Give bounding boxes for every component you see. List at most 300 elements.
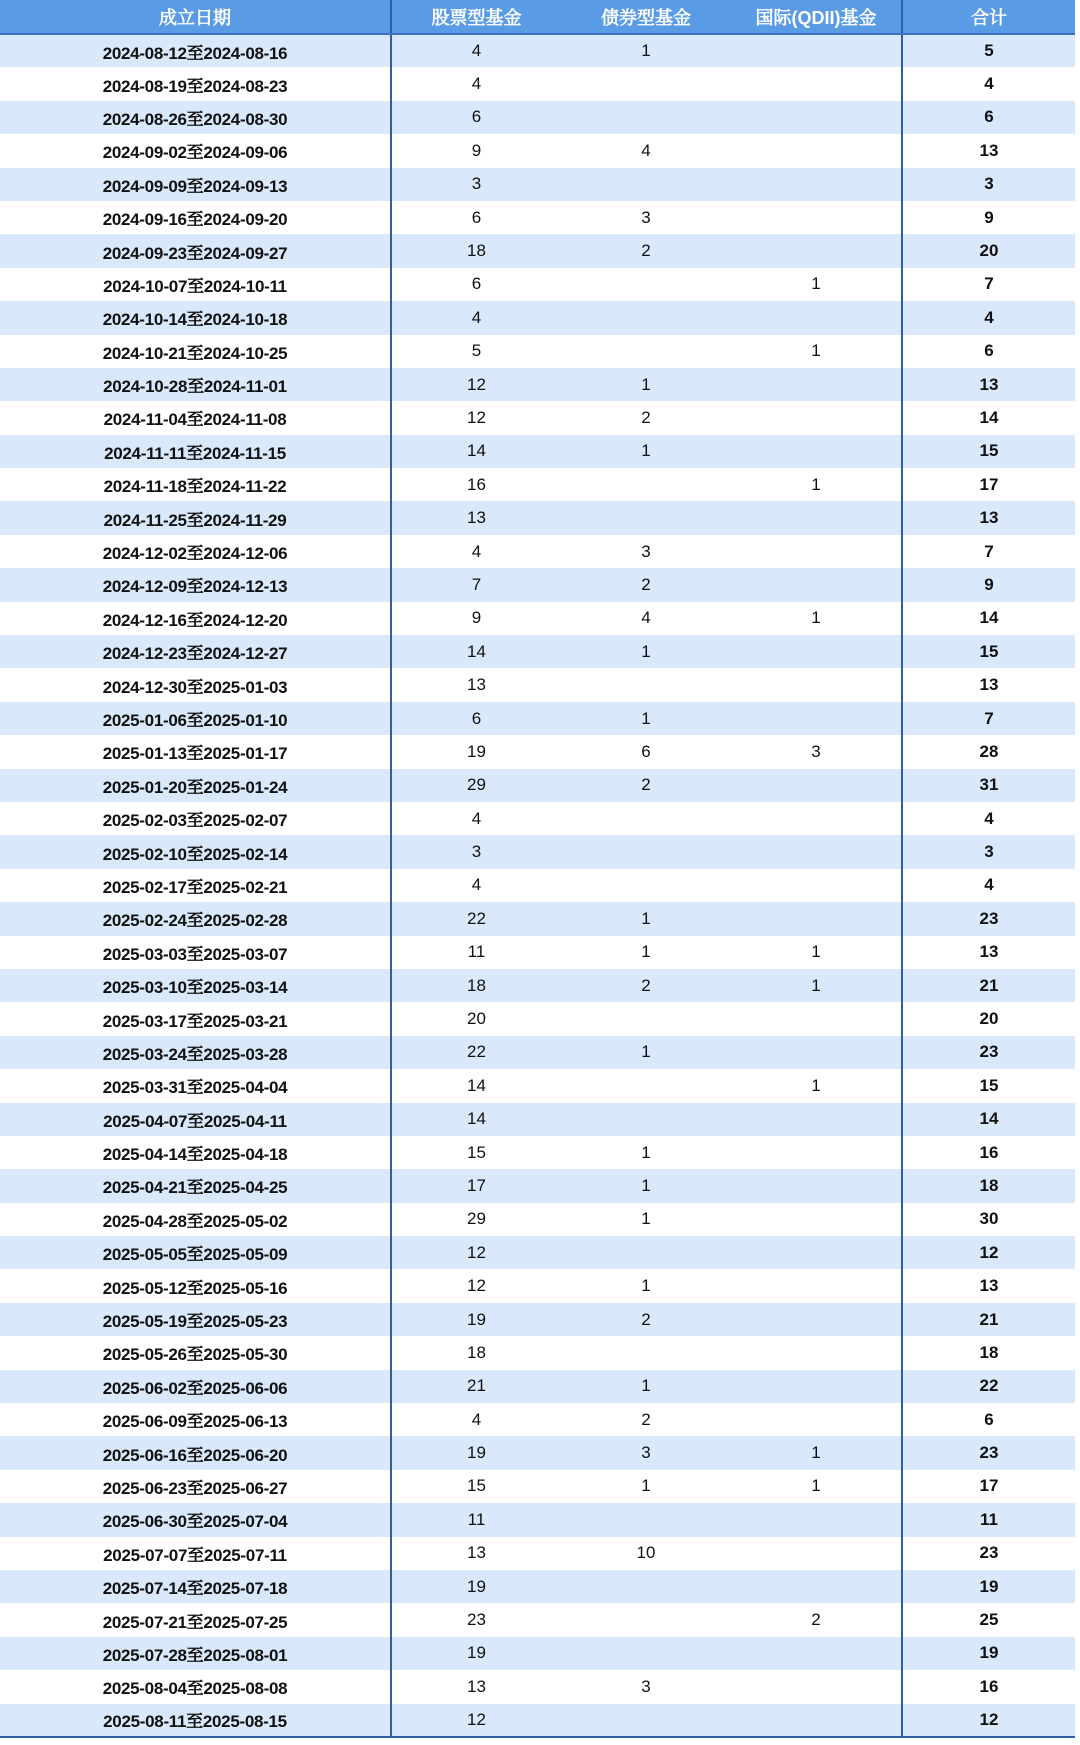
header-qdii: 国际(QDII)基金 [731,0,902,34]
cell-date: 2025-05-19至2025-05-23 [102,1312,288,1332]
cell-qdii [731,1704,902,1737]
cell-bond [561,1637,731,1670]
cell-stock: 22 [391,1036,561,1069]
cell-bond: 1 [641,708,651,728]
cell-bond [561,1704,731,1737]
cell-stock: 4 [391,301,561,334]
cell-qdii [731,34,902,67]
cell-qdii [731,1670,902,1703]
cell-total: 3 [902,835,1075,868]
cell-date: 2025-06-02至2025-06-06 [102,1378,288,1398]
cell-stock: 3 [391,835,561,868]
cell-qdii [731,1370,902,1403]
cell-total: 16 [902,1136,1075,1169]
cell-stock: 15 [391,1136,561,1169]
table-row [0,335,1075,368]
cell-qdii [731,1503,902,1536]
table-row [0,1503,1075,1536]
cell-total: 28 [902,735,1075,768]
cell-date: 2025-06-09至2025-06-13 [102,1412,288,1432]
cell-stock: 23 [391,1603,561,1636]
cell-total: 4 [902,869,1075,902]
cell-stock: 4 [391,34,561,67]
table-row [0,201,1075,234]
cell-total: 4 [902,301,1075,334]
cell-bond: 2 [641,574,651,594]
cell-date: 2025-08-04至2025-08-08 [102,1679,288,1699]
cell-qdii: 1 [811,1443,821,1463]
cell-total: 9 [902,201,1075,234]
cell-bond: 1 [641,1042,651,1062]
table-row [0,602,1075,635]
cell-qdii [731,802,902,835]
cell-qdii: 1 [811,341,821,361]
cell-date: 2025-06-30至2025-07-04 [102,1512,288,1532]
cell-bond: 3 [641,1676,651,1696]
cell-date: 2025-07-21至2025-07-25 [102,1612,288,1632]
cell-date: 2024-11-25至2024-11-29 [103,510,287,530]
cell-date: 2024-12-23至2024-12-27 [102,644,288,664]
cell-stock: 15 [391,1470,561,1503]
cell-total: 14 [902,602,1075,635]
cell-bond [561,468,731,501]
cell-date: 2024-09-02至2024-09-06 [102,143,288,163]
cell-bond [561,802,731,835]
cell-qdii [731,201,902,234]
cell-qdii [731,168,902,201]
table-row [0,1403,1075,1436]
cell-total: 15 [902,435,1075,468]
cell-qdii [731,401,902,434]
cell-stock: 6 [391,702,561,735]
cell-bond [561,1336,731,1369]
cell-total: 18 [902,1169,1075,1202]
cell-total: 15 [902,635,1075,668]
table-row [0,234,1075,267]
cell-total: 9 [902,568,1075,601]
cell-stock: 19 [391,1570,561,1603]
cell-total: 13 [902,501,1075,534]
cell-qdii [731,1537,902,1570]
cell-stock: 19 [391,735,561,768]
cell-date: 2025-04-21至2025-04-25 [102,1178,288,1198]
table-row [0,268,1075,301]
cell-qdii: 1 [811,608,821,628]
cell-stock: 19 [391,1436,561,1469]
cell-bond [561,101,731,134]
table-row [0,1637,1075,1670]
cell-stock: 16 [391,468,561,501]
cell-stock: 20 [391,1002,561,1035]
cell-stock: 17 [391,1169,561,1202]
cell-total: 22 [902,1370,1075,1403]
cell-bond [561,668,731,701]
cell-stock: 13 [391,1670,561,1703]
cell-date: 2025-03-10至2025-03-14 [102,978,288,998]
cell-bond [561,335,731,368]
cell-total: 14 [902,1103,1075,1136]
table-row [0,936,1075,969]
cell-bond: 3 [641,1443,651,1463]
cell-qdii: 1 [811,975,821,995]
cell-total: 23 [902,1436,1075,1469]
cell-date: 2025-07-07至2025-07-11 [103,1545,287,1565]
table-row [0,1036,1075,1069]
table-row [0,1603,1075,1636]
cell-date: 2024-10-14至2024-10-18 [102,310,288,330]
cell-stock: 11 [391,936,561,969]
cell-qdii [731,835,902,868]
cell-date: 2025-05-26至2025-05-30 [102,1345,288,1365]
cell-qdii [731,134,902,167]
table-row [0,969,1075,1002]
cell-total: 14 [902,401,1075,434]
cell-total: 20 [902,234,1075,267]
cell-stock: 12 [391,1269,561,1302]
cell-stock: 4 [391,535,561,568]
cell-total: 18 [902,1336,1075,1369]
cell-total: 4 [902,802,1075,835]
cell-qdii [731,1203,902,1236]
cell-total: 4 [902,67,1075,100]
header-bond: 债券型基金 [561,0,731,34]
cell-stock: 14 [391,435,561,468]
cell-stock: 14 [391,1103,561,1136]
table-row [0,902,1075,935]
header-stock: 股票型基金 [391,0,561,34]
cell-bond: 2 [641,775,651,795]
cell-date: 2025-01-13至2025-01-17 [102,744,288,764]
cell-total: 23 [902,1537,1075,1570]
table-row [0,1203,1075,1236]
table-row [0,702,1075,735]
table-row [0,401,1075,434]
cell-date: 2024-12-30至2025-01-03 [102,677,288,697]
cell-total: 23 [902,902,1075,935]
table-row [0,535,1075,568]
table-row [0,1169,1075,1202]
cell-stock: 13 [391,501,561,534]
cell-bond: 1 [641,441,651,461]
cell-bond: 1 [641,41,651,61]
table-row [0,1370,1075,1403]
cell-bond: 3 [641,207,651,227]
cell-date: 2024-12-02至2024-12-06 [102,544,288,564]
cell-qdii: 1 [811,1476,821,1496]
table-row [0,101,1075,134]
cell-date: 2025-04-28至2025-05-02 [102,1211,288,1231]
cell-qdii [731,1637,902,1670]
cell-qdii [731,435,902,468]
cell-date: 2025-07-28至2025-08-01 [102,1645,288,1665]
cell-stock: 5 [391,335,561,368]
cell-date: 2025-04-07至2025-04-11 [103,1111,287,1131]
cell-bond: 1 [641,1175,651,1195]
cell-bond: 1 [641,942,651,962]
cell-date: 2024-10-21至2024-10-25 [102,343,288,363]
cell-bond [561,1103,731,1136]
cell-bond [561,835,731,868]
cell-qdii: 2 [811,1610,821,1630]
cell-total: 21 [902,1303,1075,1336]
cell-bond [561,301,731,334]
cell-date: 2025-03-03至2025-03-07 [102,944,288,964]
cell-qdii [731,635,902,668]
cell-bond [561,67,731,100]
cell-qdii: 1 [811,1075,821,1095]
table-row [0,1269,1075,1302]
cell-bond [561,1570,731,1603]
table-row [0,802,1075,835]
cell-stock: 18 [391,969,561,1002]
cell-total: 7 [902,535,1075,568]
cell-bond [561,1069,731,1102]
cell-bond: 1 [641,1376,651,1396]
cell-total: 20 [902,1002,1075,1035]
cell-date: 2024-12-09至2024-12-13 [102,577,288,597]
cell-stock: 13 [391,1537,561,1570]
cell-date: 2025-01-06至2025-01-10 [102,711,288,730]
cell-qdii [731,368,902,401]
cell-qdii [731,1103,902,1136]
cell-stock: 19 [391,1637,561,1670]
table-row [0,501,1075,534]
table-row [0,1470,1075,1503]
cell-date: 2025-03-24至2025-03-28 [102,1044,288,1064]
cell-bond: 1 [641,1209,651,1229]
table-row [0,435,1075,468]
table-row [0,301,1075,334]
cell-qdii [731,234,902,267]
cell-qdii: 1 [811,942,821,962]
header-row [0,0,1075,34]
cell-qdii [731,1169,902,1202]
cell-bond [561,501,731,534]
cell-qdii [731,869,902,902]
cell-date: 2025-04-14至2025-04-18 [102,1145,288,1165]
cell-qdii [731,1403,902,1436]
cell-qdii [731,101,902,134]
cell-total: 23 [902,1036,1075,1069]
cell-bond [561,1002,731,1035]
cell-stock: 3 [391,168,561,201]
cell-bond: 2 [641,407,651,427]
cell-qdii [731,1036,902,1069]
cell-date: 2025-05-05至2025-05-09 [102,1245,288,1265]
cell-stock: 6 [391,268,561,301]
cell-stock: 6 [391,201,561,234]
cell-bond: 10 [636,1543,656,1563]
cell-date: 2024-11-18至2024-11-22 [103,477,287,497]
table-row [0,34,1075,67]
cell-date: 2024-08-19至2024-08-23 [102,76,288,96]
cell-total: 19 [902,1570,1075,1603]
cell-stock: 29 [391,1203,561,1236]
table-row [0,668,1075,701]
cell-date: 2024-09-23至2024-09-27 [102,243,288,263]
cell-total: 31 [902,769,1075,802]
table-row [0,1436,1075,1469]
cell-bond [561,1603,731,1636]
cell-qdii [731,769,902,802]
cell-bond [561,168,731,201]
cell-qdii [731,1269,902,1302]
cell-bond: 1 [641,641,651,661]
table-row [0,1303,1075,1336]
cell-qdii [731,702,902,735]
cell-date: 2024-10-28至2024-11-01 [103,377,287,397]
cell-date: 2024-08-26至2024-08-30 [102,109,288,129]
cell-total: 19 [902,1637,1075,1670]
cell-bond: 4 [641,140,651,160]
cell-date: 2025-03-31至2025-04-04 [102,1078,288,1098]
cell-stock: 12 [391,1704,561,1737]
header-total: 合计 [902,0,1075,34]
table-row [0,568,1075,601]
cell-bond: 2 [641,241,651,261]
cell-date: 2024-09-16至2024-09-20 [102,210,288,230]
cell-qdii [731,301,902,334]
cell-bond [561,869,731,902]
cell-bond: 1 [641,374,651,394]
cell-total: 13 [902,936,1075,969]
cell-total: 12 [902,1236,1075,1269]
cell-date: 2025-01-20至2025-01-24 [102,777,288,797]
table-row [0,869,1075,902]
cell-total: 17 [902,468,1075,501]
cell-total: 13 [902,134,1075,167]
table-header [0,0,1075,34]
cell-total: 7 [902,268,1075,301]
cell-qdii [731,668,902,701]
cell-total: 25 [902,1603,1075,1636]
cell-stock: 29 [391,769,561,802]
table-row [0,1103,1075,1136]
table-row [0,1236,1075,1269]
cell-date: 2025-02-03至2025-02-07 [102,811,288,831]
cell-total: 13 [902,1269,1075,1302]
cell-date: 2025-06-16至2025-06-20 [102,1445,288,1465]
table-row [0,134,1075,167]
cell-stock: 9 [391,134,561,167]
cell-total: 11 [902,1503,1075,1536]
cell-bond: 2 [641,975,651,995]
table-row [0,1704,1075,1737]
table-row [0,769,1075,802]
header-date: 成立日期 [0,0,391,34]
cell-bond [561,1236,731,1269]
cell-date: 2024-12-16至2024-12-20 [102,610,288,630]
cell-stock: 18 [391,1336,561,1369]
cell-stock: 12 [391,1236,561,1269]
table-row [0,635,1075,668]
cell-date: 2024-10-07至2024-10-11 [103,276,287,296]
table-body [0,34,1075,1737]
cell-stock: 13 [391,668,561,701]
cell-total: 6 [902,335,1075,368]
cell-stock: 4 [391,802,561,835]
cell-bond: 1 [641,1476,651,1496]
table-row [0,1670,1075,1703]
cell-total: 7 [902,702,1075,735]
cell-total: 13 [902,668,1075,701]
cell-total: 16 [902,1670,1075,1703]
cell-total: 12 [902,1704,1075,1737]
cell-stock: 14 [391,635,561,668]
table-row [0,1537,1075,1570]
cell-stock: 11 [391,1503,561,1536]
cell-bond: 2 [641,1309,651,1329]
cell-qdii: 1 [811,474,821,494]
cell-stock: 19 [391,1303,561,1336]
cell-bond: 6 [641,741,651,761]
cell-date: 2024-11-04至2024-11-08 [103,410,287,430]
table-row [0,835,1075,868]
cell-total: 5 [902,34,1075,67]
cell-total: 21 [902,969,1075,1002]
cell-date: 2025-06-23至2025-06-27 [102,1478,288,1498]
cell-total: 17 [902,1470,1075,1503]
cell-qdii [731,67,902,100]
cell-bond: 1 [641,1142,651,1162]
cell-stock: 12 [391,368,561,401]
table-row [0,1002,1075,1035]
cell-date: 2025-07-14至2025-07-18 [102,1579,288,1599]
cell-date: 2025-02-10至2025-02-14 [102,844,288,864]
cell-qdii [731,1336,902,1369]
cell-qdii [731,1236,902,1269]
table-row [0,1069,1075,1102]
table-row [0,67,1075,100]
cell-stock: 4 [391,1403,561,1436]
cell-bond [561,1503,731,1536]
table-row [0,735,1075,768]
cell-qdii [731,1136,902,1169]
cell-total: 30 [902,1203,1075,1236]
cell-qdii [731,902,902,935]
cell-date: 2024-08-12至2024-08-16 [102,43,288,63]
cell-stock: 7 [391,568,561,601]
table-row [0,368,1075,401]
cell-date: 2024-11-11至2024-11-15 [104,443,286,463]
cell-bond: 3 [641,541,651,561]
table-row [0,1136,1075,1169]
cell-qdii [731,1002,902,1035]
cell-bond: 2 [641,1409,651,1429]
cell-qdii: 3 [811,741,821,761]
cell-total: 6 [902,101,1075,134]
cell-date: 2024-09-09至2024-09-13 [102,176,288,196]
cell-date: 2025-03-17至2025-03-21 [102,1011,288,1031]
cell-stock: 4 [391,67,561,100]
cell-qdii [731,568,902,601]
cell-bond: 4 [641,608,651,628]
cell-qdii [731,1303,902,1336]
table-row [0,1336,1075,1369]
cell-stock: 21 [391,1370,561,1403]
table-row [0,1570,1075,1603]
cell-date: 2025-02-24至2025-02-28 [102,911,288,931]
table-row [0,468,1075,501]
cell-total: 6 [902,1403,1075,1436]
cell-total: 15 [902,1069,1075,1102]
cell-stock: 9 [391,602,561,635]
cell-stock: 18 [391,234,561,267]
cell-stock: 12 [391,401,561,434]
cell-qdii [731,501,902,534]
cell-date: 2025-08-11至2025-08-15 [0,1704,391,1737]
cell-stock: 22 [391,902,561,935]
